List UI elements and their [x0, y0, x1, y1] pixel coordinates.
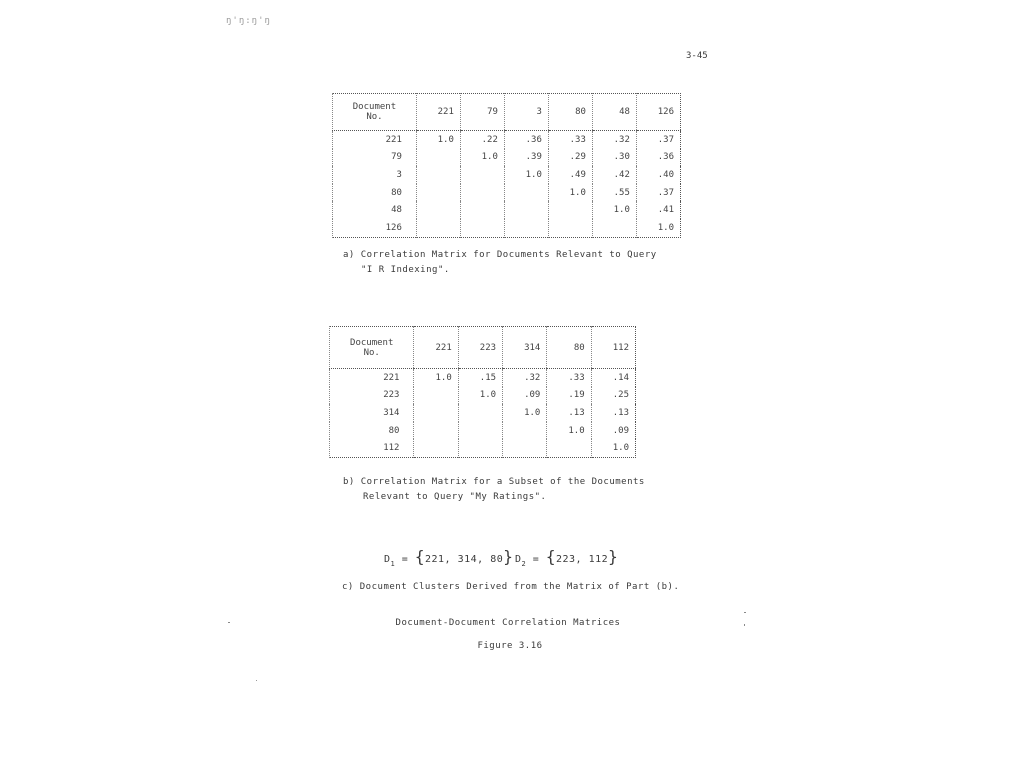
page-number: 3-45	[686, 51, 708, 61]
cell: .33	[548, 131, 592, 149]
scan-speck	[744, 624, 745, 626]
column-header: 314	[503, 327, 547, 369]
cell: .13	[547, 404, 591, 422]
cell	[414, 387, 458, 405]
cell	[504, 184, 548, 202]
caption-b-line-2: Relevant to Query "My Ratings".	[363, 492, 547, 502]
d1-members: 221, 314, 80	[424, 554, 504, 565]
d1-symbol: D	[384, 554, 391, 565]
column-header: 126	[636, 94, 680, 131]
column-header: 80	[547, 327, 591, 369]
caption-a-line-2: "I R Indexing".	[361, 265, 450, 275]
cell	[503, 439, 547, 457]
cell	[414, 439, 458, 457]
table-row	[333, 166, 681, 184]
caption-b-line-1	[343, 475, 645, 490]
cell: 1.0	[592, 201, 636, 219]
archive-stamp: ŋ'ŋ:ŋ'ŋ	[226, 16, 271, 26]
scan-speck	[744, 612, 746, 613]
column-header: 223	[458, 327, 502, 369]
corner-label-line: Document	[352, 102, 397, 112]
cell: .32	[592, 131, 636, 149]
corner-label	[333, 94, 417, 131]
cell: .19	[547, 387, 591, 405]
cell	[460, 201, 504, 219]
caption-b	[343, 475, 645, 505]
caption-a-line-1	[343, 248, 657, 263]
cluster-equation-d1	[384, 547, 513, 566]
cell: .22	[460, 131, 504, 149]
cell	[504, 219, 548, 237]
cell	[547, 439, 591, 457]
table-row	[330, 439, 636, 457]
d2-symbol: D	[515, 554, 522, 565]
cell: .40	[636, 166, 680, 184]
cell	[416, 166, 460, 184]
caption-marker: b)	[343, 477, 355, 487]
cell	[504, 201, 548, 219]
cell: .29	[548, 149, 592, 167]
scan-speck	[256, 680, 257, 681]
row-label: 314	[330, 404, 414, 422]
caption-marker: c)	[342, 582, 354, 592]
column-header: 79	[460, 94, 504, 131]
table-row	[333, 219, 681, 237]
cell: 1.0	[591, 439, 635, 457]
corner-label-line: No.	[366, 112, 383, 122]
row-label: 80	[330, 422, 414, 440]
cell: .41	[636, 201, 680, 219]
cell	[416, 201, 460, 219]
cell: .49	[548, 166, 592, 184]
cell: .33	[547, 369, 591, 387]
equals-sign: =	[401, 554, 409, 565]
cell: .13	[591, 404, 635, 422]
cell: 1.0	[548, 184, 592, 202]
corner-label-line: No.	[363, 347, 380, 358]
cell	[416, 184, 460, 202]
table-header-row	[330, 327, 636, 369]
row-label: 112	[330, 439, 414, 457]
caption-a	[343, 248, 657, 278]
column-header: 3	[504, 94, 548, 131]
corner-label	[330, 327, 414, 369]
table-row	[333, 149, 681, 167]
cell	[458, 439, 502, 457]
figure-label: Figure 3.16	[477, 641, 543, 651]
row-label: 221	[330, 369, 414, 387]
cluster-equation-d2	[515, 547, 618, 566]
table-row	[330, 369, 636, 387]
cell: 1.0	[503, 404, 547, 422]
row-label: 223	[330, 387, 414, 405]
cell	[503, 422, 547, 440]
table-row	[330, 387, 636, 405]
column-header: 80	[548, 94, 592, 131]
d1-subscript: 1	[390, 560, 396, 568]
equals-sign: =	[532, 554, 540, 565]
column-header: 112	[591, 327, 635, 369]
cell: 1.0	[636, 219, 680, 237]
row-label: 126	[333, 219, 417, 237]
caption-text: Correlation Matrix for a Subset of the Documents	[360, 477, 645, 487]
cell: .32	[503, 369, 547, 387]
caption-marker: a)	[343, 250, 355, 260]
brace-close: }	[608, 547, 619, 566]
cell	[458, 422, 502, 440]
table-row	[330, 404, 636, 422]
cell: .42	[592, 166, 636, 184]
cell	[592, 219, 636, 237]
cell: .36	[504, 131, 548, 149]
cell: 1.0	[414, 369, 458, 387]
caption-text: Document Clusters Derived from the Matrix of Part (b).	[359, 582, 680, 592]
column-header: 221	[414, 327, 458, 369]
cell	[460, 166, 504, 184]
row-label: 79	[333, 149, 417, 167]
caption-c	[342, 580, 679, 595]
cell	[458, 404, 502, 422]
table-header-row	[333, 94, 681, 131]
cell: .25	[591, 387, 635, 405]
brace-open: {	[414, 547, 425, 566]
figure-title: Document-Document Correlation Matrices	[395, 618, 621, 628]
cell	[548, 201, 592, 219]
row-label: 80	[333, 184, 417, 202]
cell: 1.0	[460, 149, 504, 167]
cell	[416, 149, 460, 167]
cell: 1.0	[416, 131, 460, 149]
cell	[548, 219, 592, 237]
cell: 1.0	[547, 422, 591, 440]
row-label: 48	[333, 201, 417, 219]
cell: .14	[591, 369, 635, 387]
cell	[416, 219, 460, 237]
cell: .36	[636, 149, 680, 167]
d2-members: 223, 112	[555, 554, 609, 565]
cell: .09	[591, 422, 635, 440]
cell: 1.0	[504, 166, 548, 184]
cell	[414, 404, 458, 422]
column-header: 48	[592, 94, 636, 131]
d2-subscript: 2	[521, 560, 527, 568]
cell	[460, 219, 504, 237]
cell	[414, 422, 458, 440]
cell: .37	[636, 184, 680, 202]
cell: .55	[592, 184, 636, 202]
column-header: 221	[416, 94, 460, 131]
table-row	[333, 201, 681, 219]
cell: .09	[503, 387, 547, 405]
table-row	[330, 422, 636, 440]
cell: .39	[504, 149, 548, 167]
caption-text: Correlation Matrix for Documents Relevant to Query	[360, 250, 657, 260]
row-label: 3	[333, 166, 417, 184]
cell: .30	[592, 149, 636, 167]
cell: 1.0	[458, 387, 502, 405]
correlation-matrix-b	[329, 326, 636, 458]
row-label: 221	[333, 131, 417, 149]
corner-label-line: Document	[350, 337, 394, 348]
cell: .15	[458, 369, 502, 387]
table-row	[333, 184, 681, 202]
table-row	[333, 131, 681, 149]
correlation-matrix-a	[332, 93, 681, 238]
cell: .37	[636, 131, 680, 149]
scan-speck	[228, 622, 230, 623]
brace-close: }	[503, 547, 514, 566]
cell	[460, 184, 504, 202]
brace-open: {	[545, 547, 556, 566]
